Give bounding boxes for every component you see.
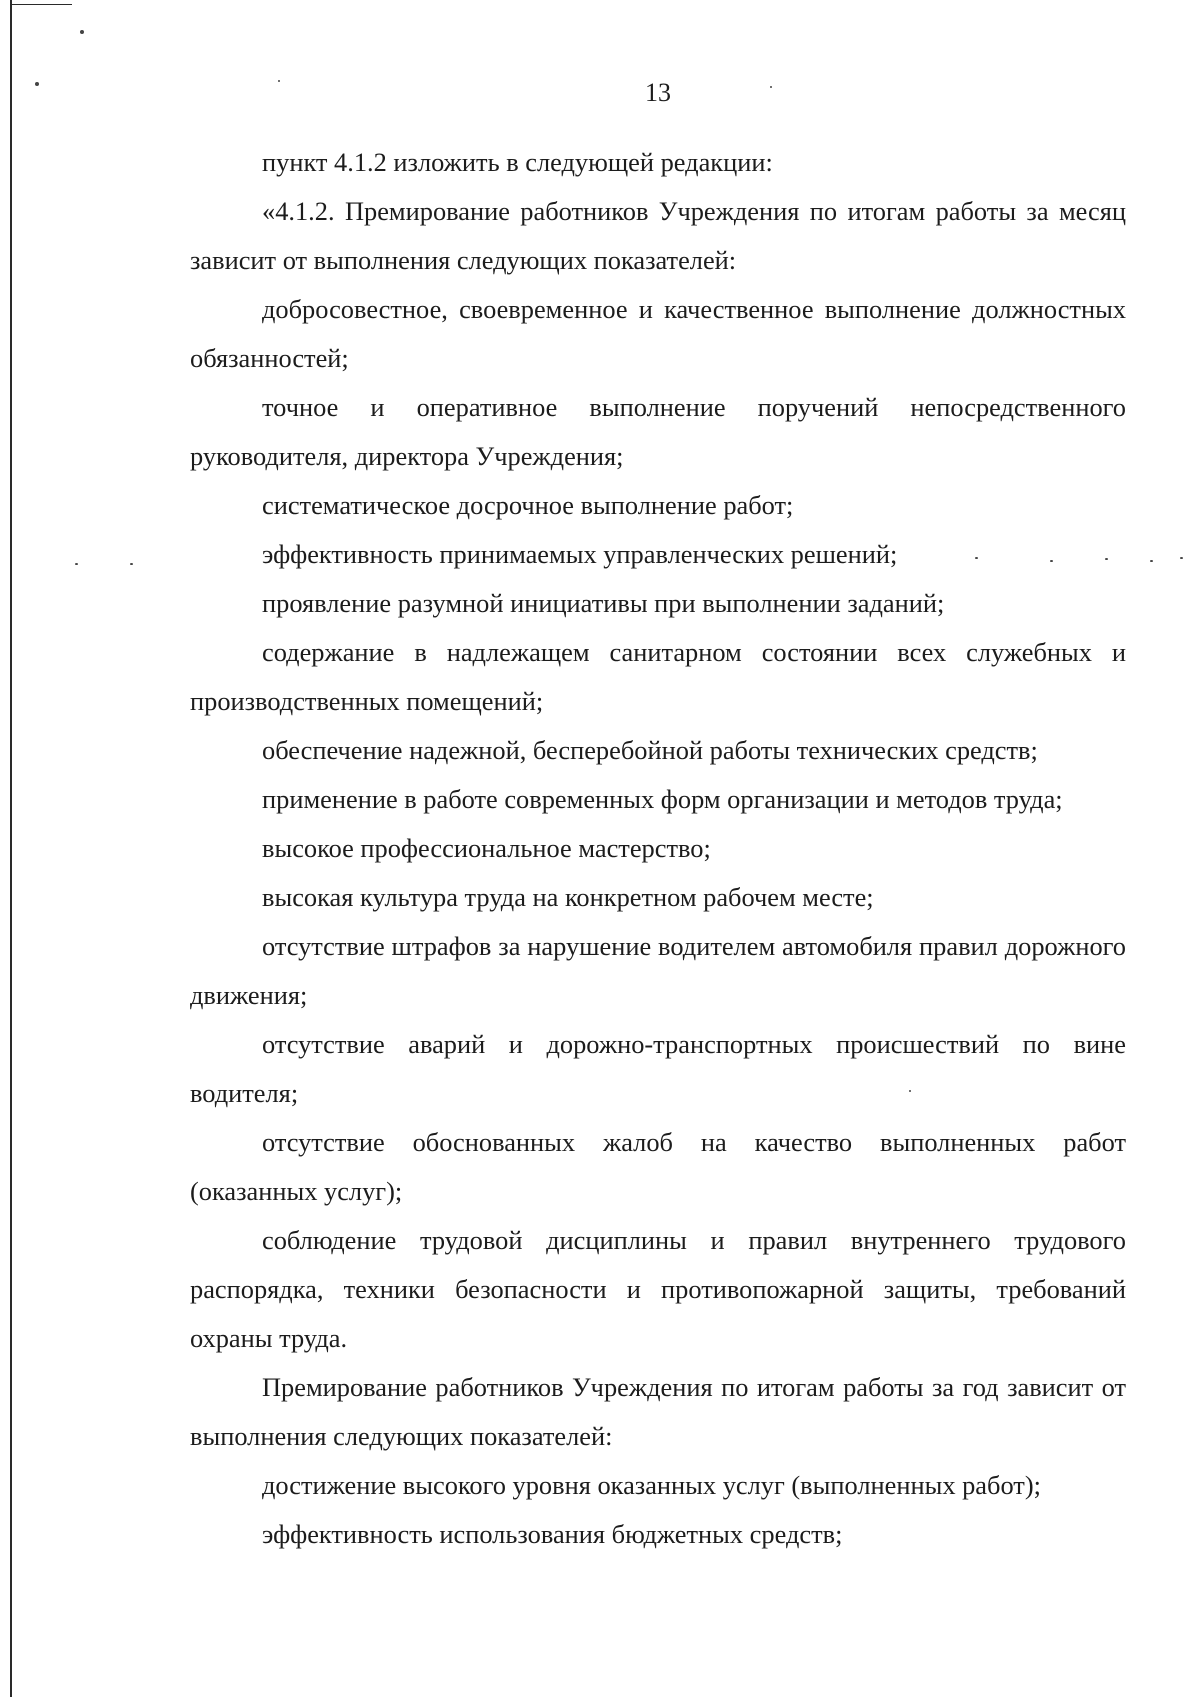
- paragraph: Премирование работников Учреждения по итогам работы за год зависит от выполнения следующих показателей:: [190, 1372, 1126, 1451]
- scan-left-border: [10, 0, 12, 1697]
- paragraph: пункт 4.1.2 изложить в следующей редакции:: [262, 147, 773, 177]
- scan-top-rule: [12, 4, 72, 5]
- paragraph: точное и оперативное выполнение поручений непосредственного руководителя, директора Учреждения;: [190, 392, 1126, 471]
- paragraph: достижение высокого уровня оказанных услуг (выполненных работ);: [262, 1470, 1041, 1500]
- paragraph: эффективность принимаемых управленческих решений;: [262, 539, 898, 569]
- paragraph: обеспечение надежной, бесперебойной работы технических средств;: [262, 735, 1038, 765]
- paragraph: отсутствие обоснованных жалоб на качество выполненных работ (оказанных услуг);: [190, 1127, 1126, 1206]
- paragraph: высокое профессиональное мастерство;: [262, 833, 711, 863]
- paragraph: эффективность использования бюджетных средств;: [262, 1519, 843, 1549]
- paragraph: содержание в надлежащем санитарном состоянии всех служебных и производственных помещений;: [190, 637, 1126, 716]
- page-number: 13: [645, 78, 671, 107]
- document-body: [190, 138, 1126, 1559]
- scan-speck: [130, 563, 133, 565]
- paragraph: добросовестное, своевременное и качественное выполнение должностных обязанностей;: [190, 294, 1126, 373]
- paragraph: отсутствие аварий и дорожно-транспортных происшествий по вине водителя;: [190, 1029, 1126, 1108]
- scan-speck: [1150, 560, 1153, 562]
- paragraph: применение в работе современных форм организации и методов труда;: [262, 784, 1063, 814]
- paragraph: систематическое досрочное выполнение работ;: [262, 490, 794, 520]
- paragraph: высокая культура труда на конкретном рабочем месте;: [262, 882, 874, 912]
- paragraph: отсутствие штрафов за нарушение водителем автомобиля правил дорожного движения;: [190, 931, 1126, 1010]
- scan-speck: [1180, 557, 1183, 559]
- paragraph: проявление разумной инициативы при выполнении заданий;: [262, 588, 945, 618]
- paragraph: «4.1.2. Премирование работников Учреждения по итогам работы за месяц зависит от выполнения следующих показателей:: [190, 196, 1126, 275]
- scan-speck: [75, 563, 78, 565]
- scan-speck: [80, 30, 84, 34]
- paragraph: соблюдение трудовой дисциплины и правил внутреннего трудового распорядка, техники безопасности и противопожарной защиты, требований охраны труда.: [190, 1225, 1126, 1353]
